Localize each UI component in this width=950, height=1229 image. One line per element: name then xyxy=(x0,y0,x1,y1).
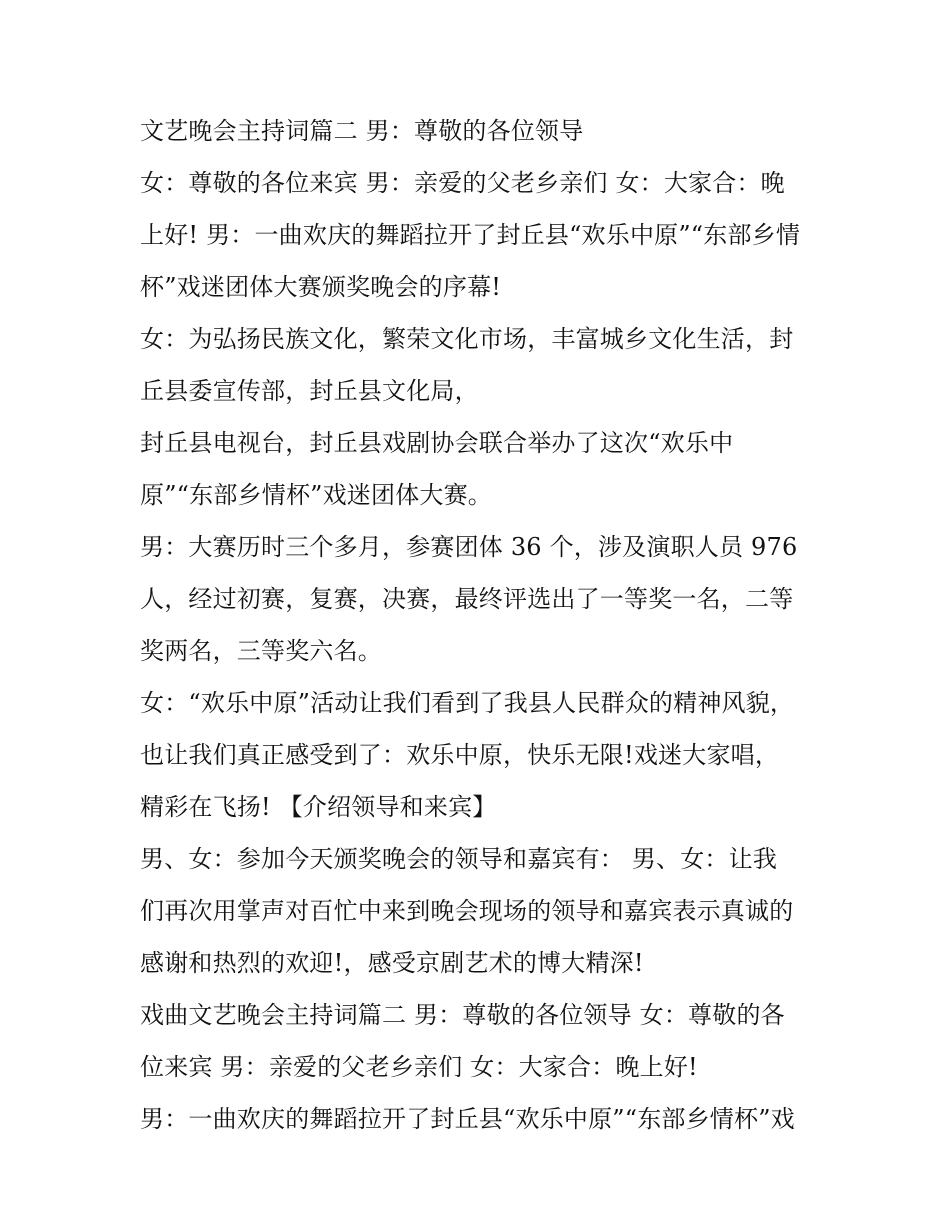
text-line: 丘县委宣传部，封丘县文化局， xyxy=(140,377,479,405)
text-line: 男：一曲欢庆的舞蹈拉开了封丘县“欢乐中原”“东部乡情杯”戏 xyxy=(140,1105,795,1133)
text-line: 原”“东部乡情杯”戏迷团体大赛。 xyxy=(140,481,493,509)
text-line: 位来宾 男：亲爱的父老乡亲们 女：大家合：晚上好! xyxy=(140,1053,698,1081)
text-line: 感谢和热烈的欢迎!，感受京剧艺术的博大精深! xyxy=(140,949,644,977)
text-line: 精彩在飞扬! 【介绍领导和来宾】 xyxy=(140,793,497,821)
text-line: 人，经过初赛，复赛，决赛，最终评选出了一等奖一名，二等 xyxy=(140,585,794,613)
text-line: 女：为弘扬民族文化，繁荣文化市场，丰富城乡文化生活，封 xyxy=(140,325,794,353)
document-body xyxy=(140,105,820,1145)
text-line: 上好! 男：一曲欢庆的舞蹈拉开了封丘县“欢乐中原”“东部乡情 xyxy=(140,221,801,249)
text-line: 们再次用掌声对百忙中来到晚会现场的领导和嘉宾表示真诚的 xyxy=(140,897,794,925)
text-line: 女：“欢乐中原”活动让我们看到了我县人民群众的精神风貌， xyxy=(140,689,795,717)
text-line: 奖两名，三等奖六名。 xyxy=(140,637,382,665)
text-line: 戏曲文艺晚会主持词篇二 男：尊敬的各位领导 女：尊敬的各 xyxy=(140,1001,785,1029)
text-line: 杯”戏迷团体大赛颁奖晚会的序幕! xyxy=(140,273,502,301)
text-line: 文艺晚会主持词篇二 男：尊敬的各位领导 xyxy=(140,117,584,145)
text-line: 也让我们真正感受到了：欢乐中原，快乐无限!戏迷大家唱， xyxy=(140,741,780,769)
text-line: 男：大赛历时三个多月，参赛团体 36 个，涉及演职人员 976 xyxy=(140,533,798,561)
text-line: 男、女：参加今天颁奖晚会的领导和嘉宾有： 男、女：让我 xyxy=(140,845,778,873)
text-line: 女：尊敬的各位来宾 男：亲爱的父老乡亲们 女：大家合：晚 xyxy=(140,169,785,197)
text-line: 封丘县电视台，封丘县戏剧协会联合举办了这次“欢乐中 xyxy=(140,429,734,457)
